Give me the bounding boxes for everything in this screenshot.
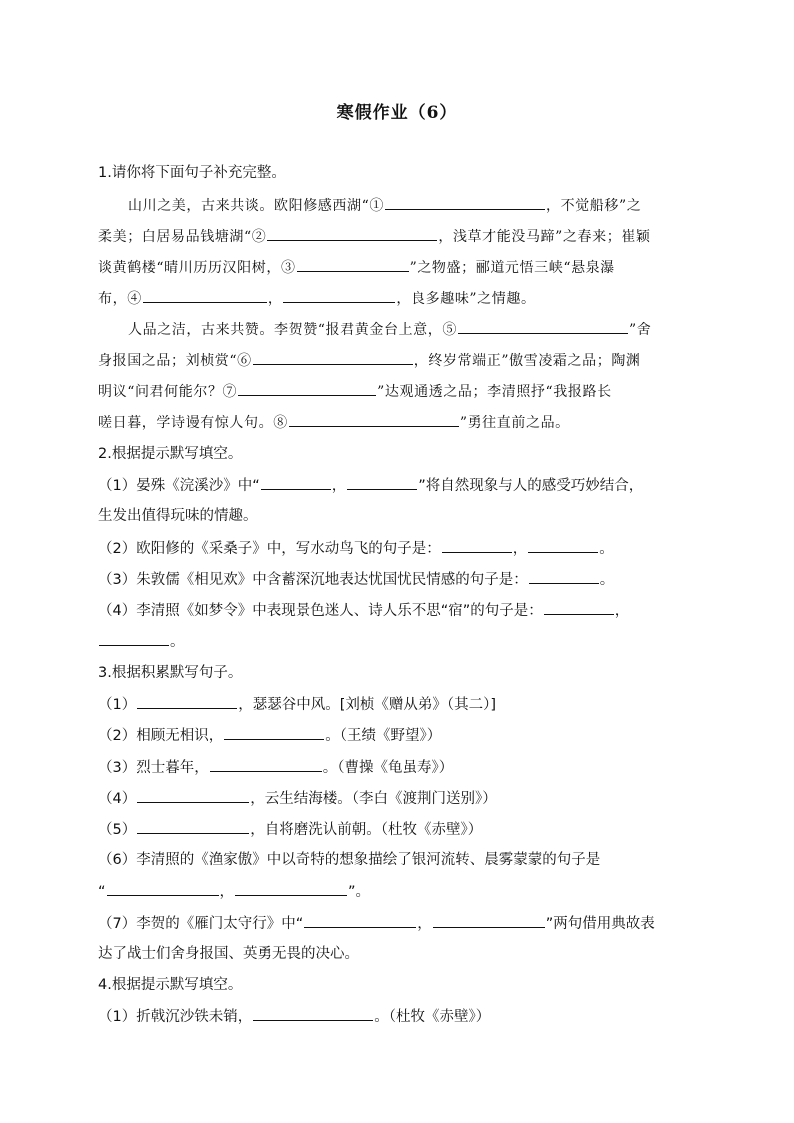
q3-item-6: （6）李清照的《渔家傲》中以奇特的想象描绘了银河流转、晨雾蒙蒙的句子是 bbox=[98, 852, 601, 868]
blank-5[interactable] bbox=[458, 318, 628, 334]
blank-6[interactable] bbox=[253, 349, 413, 365]
q2-blank-2a[interactable] bbox=[442, 537, 512, 553]
q3-blank-1[interactable] bbox=[137, 693, 237, 709]
q3-blank-6a[interactable] bbox=[107, 880, 219, 896]
q2-blank-4a[interactable] bbox=[544, 599, 614, 615]
q3-item-5: （5） ，自将磨洗认前朝。（杜牧《赤壁》） bbox=[98, 818, 698, 841]
q1-p2-line2: 身报国之品；刘桢赏“⑥ ，终岁常端正”傲雪凌霜之品；陶渊 bbox=[98, 349, 698, 372]
blank-7[interactable] bbox=[238, 380, 376, 396]
q1-p1-line1: 山川之美，古来共谈。欧阳修感西湖“① ，不觉船移”之 bbox=[128, 194, 698, 217]
q3-blank-4[interactable] bbox=[137, 787, 249, 803]
q1-heading: 1.请你将下面句子补充完整。 bbox=[98, 165, 286, 181]
q3-item-4: （4） ，云生结海楼。（李白《渡荆门送别》） bbox=[98, 787, 698, 810]
q3-heading: 3.根据积累默写句子。 bbox=[98, 665, 243, 681]
q1-p1-line3: 谈黄鹤楼“晴川历历汉阳树，③ ”之物盛；郦道元悟三峡“悬泉瀑 bbox=[98, 256, 698, 279]
blank-4b[interactable] bbox=[283, 287, 395, 303]
q2-item-4: （4）李清照《如梦令》中表现景色迷人、诗人乐不思“宿”的句子是： ， bbox=[98, 599, 698, 622]
q3-blank-7b[interactable] bbox=[433, 912, 545, 928]
blank-4a[interactable] bbox=[143, 287, 267, 303]
q2-item-1-cont: 生发出值得玩味的情趣。 bbox=[98, 508, 258, 524]
q4-blank-1[interactable] bbox=[253, 1005, 373, 1021]
blank-2[interactable] bbox=[267, 225, 437, 241]
q1-p1-line4: 布，④ ， ，良多趣味”之情趣。 bbox=[98, 287, 698, 310]
q2-heading: 2.根据提示默写填空。 bbox=[98, 446, 243, 462]
q3-blank-3[interactable] bbox=[210, 756, 322, 772]
q3-blank-6b[interactable] bbox=[235, 880, 347, 896]
q4-heading: 4.根据提示默写填空。 bbox=[98, 977, 243, 993]
q3-item-7: （7）李贺的《雁门太守行》中“ ， ”两句借用典故表 bbox=[98, 912, 698, 935]
q2-blank-3[interactable] bbox=[529, 568, 599, 584]
page-title: 寒假作业（6） bbox=[336, 103, 458, 123]
q3-item-1: （1） ，瑟瑟谷中风。[刘桢《赠从弟》（其二）] bbox=[98, 693, 698, 716]
q3-item-6-cont: “ ， ”。 bbox=[98, 880, 698, 903]
q3-blank-5[interactable] bbox=[137, 818, 249, 834]
q4-item-1: （1）折戟沉沙铁未销， 。（杜牧《赤壁》） bbox=[98, 1005, 698, 1028]
q3-item-7-cont: 达了战士们舍身报国、英勇无畏的决心。 bbox=[98, 946, 359, 962]
blank-8[interactable] bbox=[289, 411, 459, 427]
blank-3[interactable] bbox=[297, 256, 409, 272]
q2-blank-1b[interactable] bbox=[347, 474, 417, 490]
q3-blank-2[interactable] bbox=[224, 724, 324, 740]
q3-blank-7a[interactable] bbox=[304, 912, 416, 928]
q1-p2-line3: 明议“问君何能尔？⑦ ”达观通透之品；李清照抒“我报路长 bbox=[98, 380, 698, 403]
q3-item-2: （2）相顾无相识， 。（王绩《野望》） bbox=[98, 724, 698, 747]
q2-blank-2b[interactable] bbox=[528, 537, 598, 553]
q1-p1-line2: 柔美；白居易品钱塘湖“② ，浅草才能没马蹄”之春来；崔颖 bbox=[98, 225, 698, 248]
q1-p2-line1: 人品之洁，古来共赞。李贺赞“报君黄金台上意，⑤ ”舍 bbox=[128, 318, 698, 341]
q2-blank-1a[interactable] bbox=[261, 474, 331, 490]
q2-blank-4b[interactable] bbox=[99, 630, 169, 646]
q2-item-1: （1）晏殊《浣溪沙》中“ ， ”将自然现象与人的感受巧妙结合， bbox=[98, 474, 698, 497]
q2-item-4-cont: 。 bbox=[98, 630, 698, 653]
q3-item-3: （3）烈士暮年， 。（曹操《龟虽寿》） bbox=[98, 756, 698, 779]
q1-p2-line4: 嗟日暮，学诗谩有惊人句。⑧ ”勇往直前之品。 bbox=[98, 411, 698, 434]
q2-item-2: （2）欧阳修的《采桑子》中，写水动鸟飞的句子是： ， 。 bbox=[98, 537, 698, 560]
q2-item-3: （3）朱敦儒《相见欢》中含蓄深沉地表达忧国忧民情感的句子是： 。 bbox=[98, 568, 698, 591]
blank-1[interactable] bbox=[385, 194, 545, 210]
